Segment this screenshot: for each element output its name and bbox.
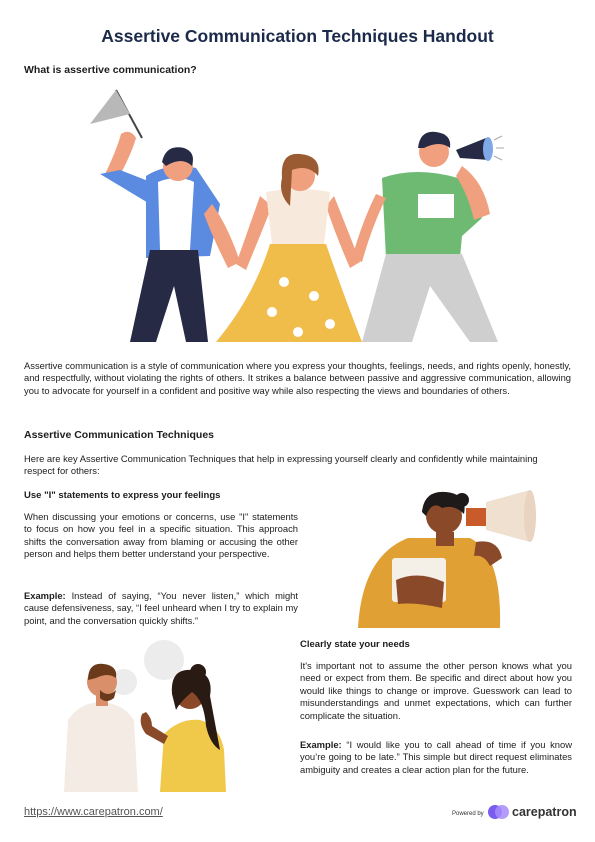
technique2-example <box>300 739 572 776</box>
footer-url-link[interactable]: https://www.carepatron.com/ <box>24 806 163 818</box>
page-title: Assertive Communication Techniques Handout <box>101 26 494 46</box>
person-left <box>100 132 240 342</box>
illustration-conversation <box>60 640 240 792</box>
section-heading-techniques: Assertive Communication Techniques <box>24 429 215 441</box>
person-right <box>352 132 504 342</box>
example-text: “I would like you to call ahead of time if you know you’re going to be late.” This simple but direct request eliminates ambiguity and creates a clear action plan for the future. <box>300 739 572 775</box>
person-middle <box>216 154 362 342</box>
example-text: Instead of saying, “You never listen,” which might cause defensiveness, say, “I feel unheard when I try to explain my point, and the conversation quickly shifts.” <box>24 590 298 626</box>
techniques-intro: Here are key Assertive Communication Techniques that help in expressing yourself clearly and confidently while maintaining respect for others: <box>24 453 538 477</box>
illustration-woman-megaphone <box>352 486 542 628</box>
carepatron-brand-name: carepatron <box>512 805 577 819</box>
technique1-body: When discussing your emotions or concerns, use "I" statements to focus on how you feel in a specific situation. This approach shifts the conversation away from blaming or accusing the other person and helps them better understand your perspective. <box>24 511 298 560</box>
section1-paragraph: Assertive communication is a style of communication where you express your thoughts, feelings, needs, and rights openly, honestly, and respectfully, without violating the rights of others. It strikes a balance between passive and aggressive communication, allowing you to advocate for yourself in a confident and positive way while also respecting the views and boundaries of others. <box>24 360 571 396</box>
carepatron-logo-icon <box>487 803 511 821</box>
technique2-heading: Clearly state your needs <box>300 639 410 650</box>
megaphone-icon <box>466 490 536 542</box>
megaphone-icon <box>456 136 504 161</box>
flag-icon <box>90 90 142 138</box>
illustration-group-marching <box>86 86 506 348</box>
technique1-heading: Use "I" statements to express your feelings <box>24 490 221 501</box>
powered-by-label: Powered by <box>452 811 484 817</box>
example-label: Example: <box>300 739 342 750</box>
example-label: Example: <box>24 590 66 601</box>
technique1-example <box>24 590 298 627</box>
technique2-body: It's important not to assume the other person knows what you need or expect from them. Be specific and direct about how you would like things to change or improve. Guesswork can lead to misunderstandings and unmet expectations, which can further complicate the situation. <box>300 660 572 721</box>
section-heading-what-is: What is assertive communication? <box>24 64 197 76</box>
